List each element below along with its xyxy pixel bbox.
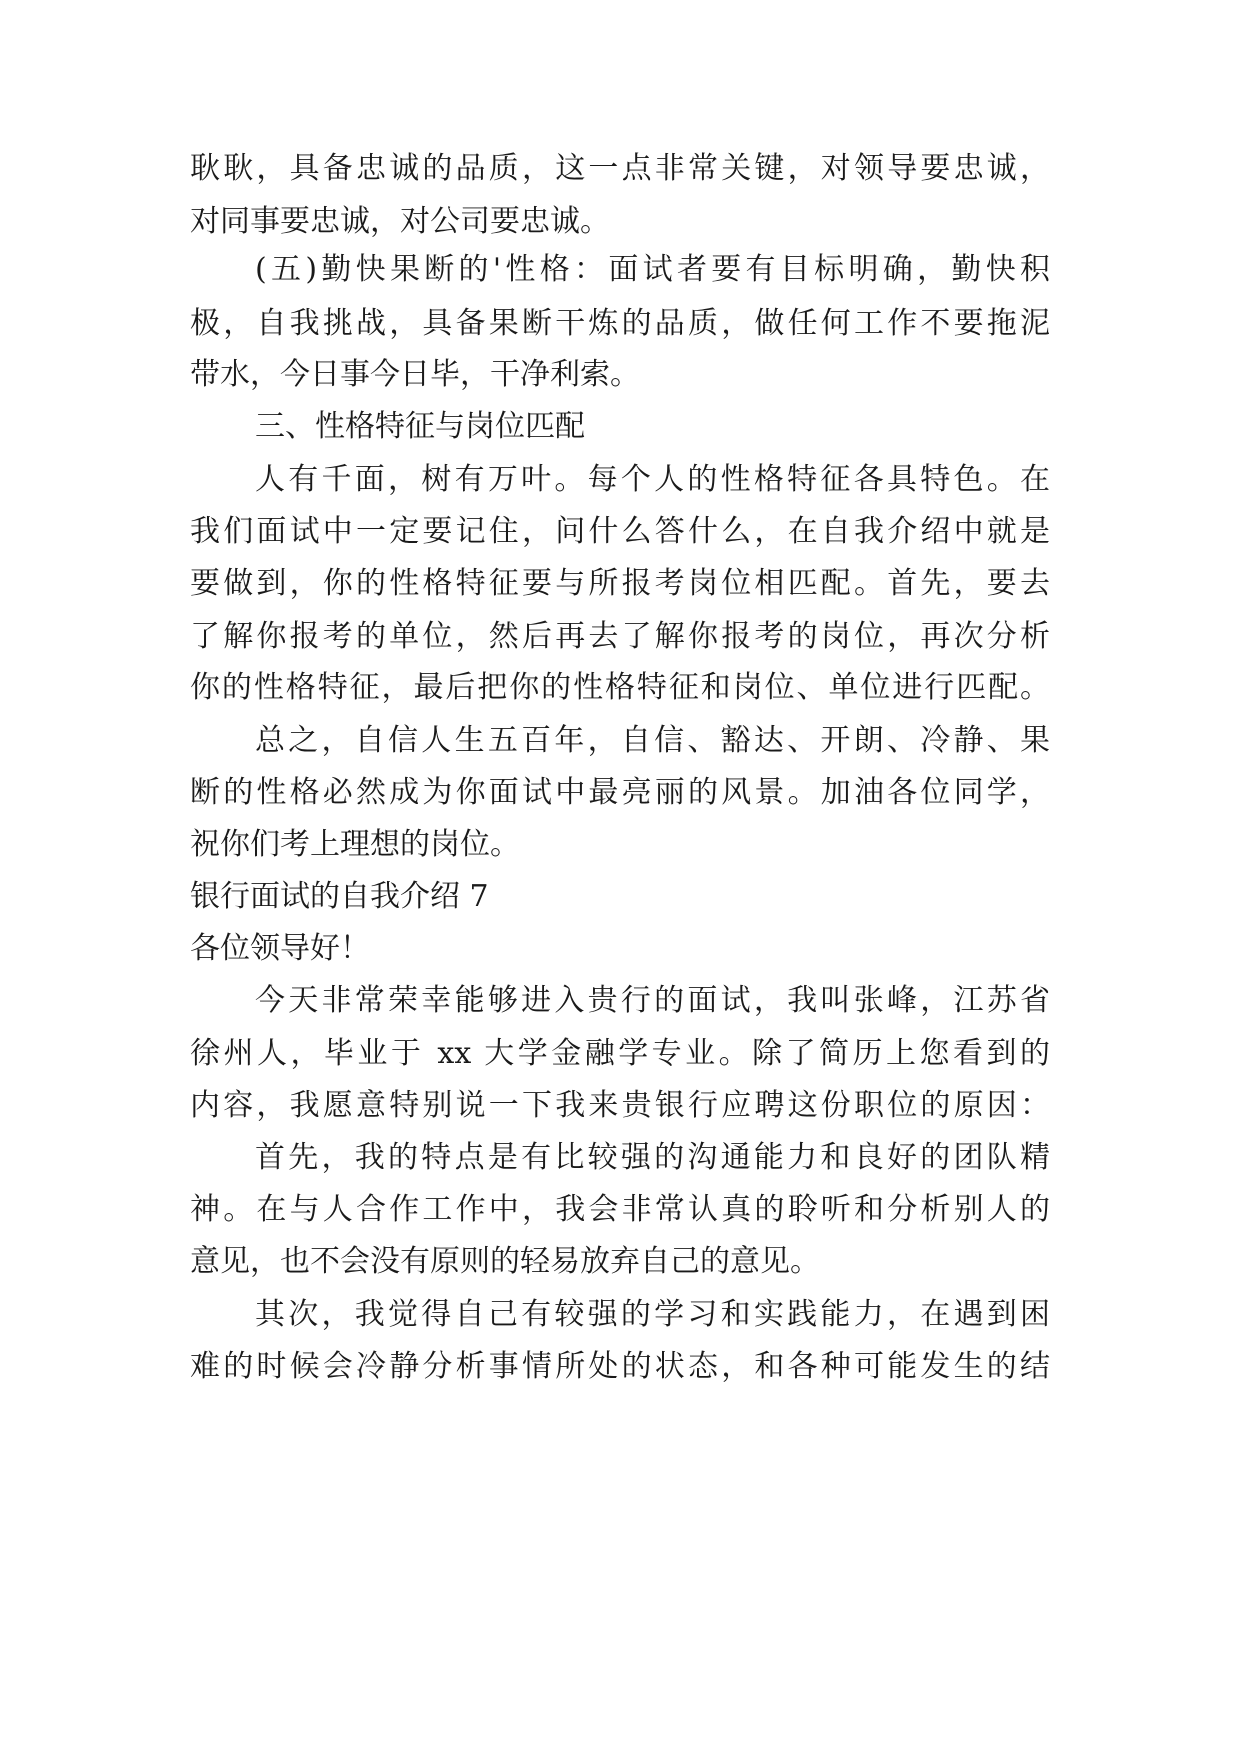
paragraph-start-line: 总之，自信人生五百年，自信、豁达、开朗、冷静、果 <box>255 723 1050 758</box>
text-line: 了解你报考的单位，然后再去了解你报考的岗位，再次分析 <box>190 619 1050 654</box>
text-line: 耿耿，具备忠诚的品质，这一点非常关键，对领导要忠诚， <box>190 151 1050 186</box>
paragraph-start-line: 首先，我的特点是有比较强的沟通能力和良好的团队精 <box>255 1140 1050 1175</box>
text-line: 极，自我挑战，具备果断干炼的品质，做任何工作不要拖泥 <box>190 306 1050 341</box>
greeting-line: 各位领导好！ <box>190 931 370 966</box>
text-line: 断的性格必然成为你面试中最亮丽的风景。加油各位同学， <box>190 775 1050 810</box>
section-heading: 三、性格特征与岗位匹配 <box>255 409 585 444</box>
text-line: 你的性格特征，最后把你的性格特征和岗位、单位进行匹配。 <box>190 670 1050 705</box>
paragraph-start-line: 人有千面，树有万叶。每个人的性格特征各具特色。在 <box>255 462 1050 497</box>
text-line: 要做到，你的性格特征要与所报考岗位相匹配。首先，要去 <box>190 566 1050 601</box>
text-line: 对同事要忠诚，对公司要忠诚。 <box>190 204 610 239</box>
text-line: 徐州人，毕业于 xx 大学金融学专业。除了简历上您看到的 <box>190 1036 1050 1071</box>
text-line: 带水，今日事今日毕，干净利索。 <box>190 357 640 392</box>
paragraph-start-line: 今天非常荣幸能够进入贵行的面试，我叫张峰，江苏省 <box>255 983 1050 1018</box>
text-line: 难的时候会冷静分析事情所处的状态，和各种可能发生的结 <box>190 1349 1050 1384</box>
text-line: 祝你们考上理想的岗位。 <box>190 827 520 862</box>
text-line: 神。在与人合作工作中，我会非常认真的聆听和分析别人的 <box>190 1192 1050 1227</box>
section-title: 银行面试的自我介绍 7 <box>190 879 489 914</box>
text-line: 意见，也不会没有原则的轻易放弃自己的意见。 <box>190 1244 820 1279</box>
paragraph-start-line: (五)勤快果断的'性格：面试者要有目标明确，勤快积 <box>255 252 1050 287</box>
text-line: 内容，我愿意特别说一下我来贵银行应聘这份职位的原因： <box>190 1088 1050 1123</box>
paragraph-start-line: 其次，我觉得自己有较强的学习和实践能力，在遇到困 <box>255 1297 1050 1332</box>
text-line: 我们面试中一定要记住，问什么答什么，在自我介绍中就是 <box>190 514 1050 549</box>
